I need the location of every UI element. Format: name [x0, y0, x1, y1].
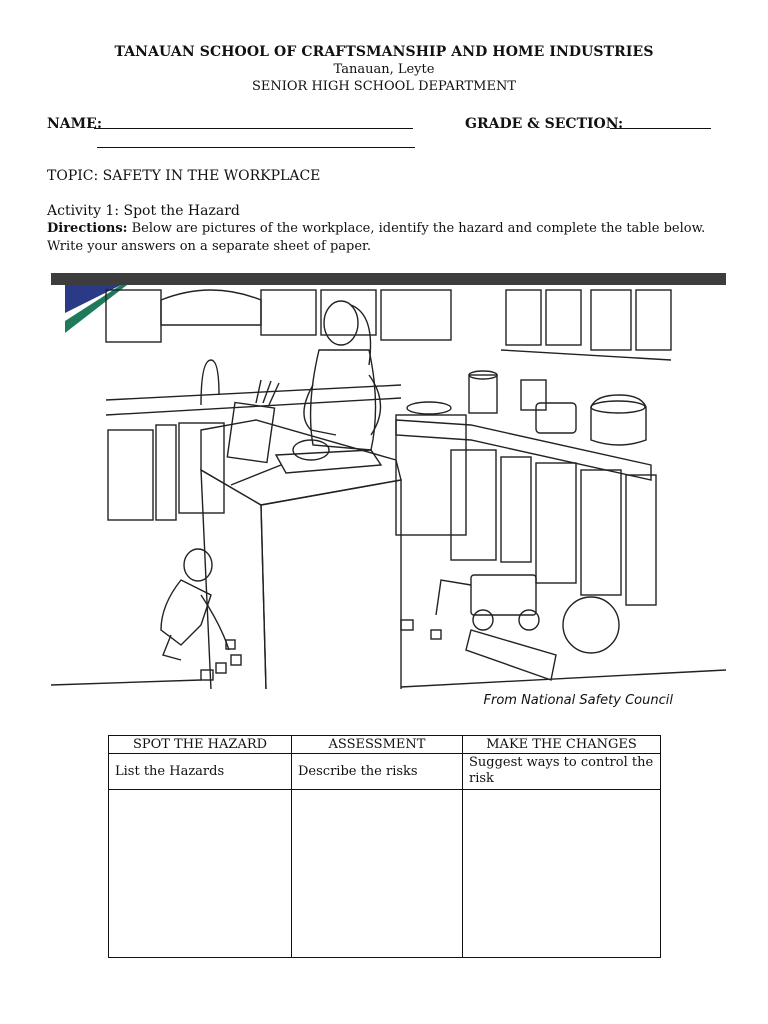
- kitchen-drawing: [51, 285, 726, 689]
- kitchen-hazard-illustration: [51, 273, 726, 689]
- upper-cabinet-left: [106, 290, 161, 342]
- name-label: NAME:: [47, 116, 102, 132]
- name-line-2[interactable]: [97, 134, 415, 148]
- subheader-suggest-ways: Suggest ways to control the risk: [463, 754, 661, 790]
- directions-label: Directions:: [47, 221, 128, 236]
- answer-cell-assessment[interactable]: [292, 790, 463, 958]
- school-name: TANAUAN SCHOOL OF CRAFTSMANSHIP AND HOME INDUSTRIES: [114, 44, 654, 60]
- child-head: [184, 549, 212, 581]
- hazard-table-answer-row: [109, 790, 661, 958]
- directions: [47, 220, 737, 256]
- school-location: Tanauan, Leyte: [333, 62, 435, 77]
- header-spot-hazard: SPOT THE HAZARD: [109, 736, 292, 754]
- header-make-changes: MAKE THE CHANGES: [463, 736, 661, 754]
- answer-cell-changes[interactable]: [463, 790, 661, 958]
- answer-cell-hazards[interactable]: [109, 790, 292, 958]
- activity-title: Activity 1: Spot the Hazard: [47, 203, 240, 219]
- department-name: SENIOR HIGH SCHOOL DEPARTMENT: [251, 79, 516, 94]
- hazard-table-subheader-row: [109, 754, 661, 790]
- grade-section-line[interactable]: [610, 113, 711, 129]
- hazard-table-header-row: [109, 736, 661, 754]
- header-assessment: ASSESSMENT: [292, 736, 463, 754]
- toy-ball: [563, 597, 619, 653]
- lower-cabinet-1: [108, 430, 153, 520]
- name-line-1[interactable]: [94, 113, 413, 129]
- hazard-table: [108, 735, 661, 958]
- directions-text: Below are pictures of the workplace, identify the hazard and complete the table below. Write your answers on a separate sheet of paper.: [47, 221, 706, 254]
- grade-section-label: GRADE & SECTION:: [465, 116, 624, 132]
- toy-truck: [471, 575, 536, 615]
- image-credit: From National Safety Council: [483, 693, 673, 708]
- subheader-describe-risks: Describe the risks: [292, 754, 463, 790]
- topic-heading: TOPIC: SAFETY IN THE WORKPLACE: [47, 168, 321, 184]
- subheader-list-hazards: List the Hazards: [109, 754, 292, 790]
